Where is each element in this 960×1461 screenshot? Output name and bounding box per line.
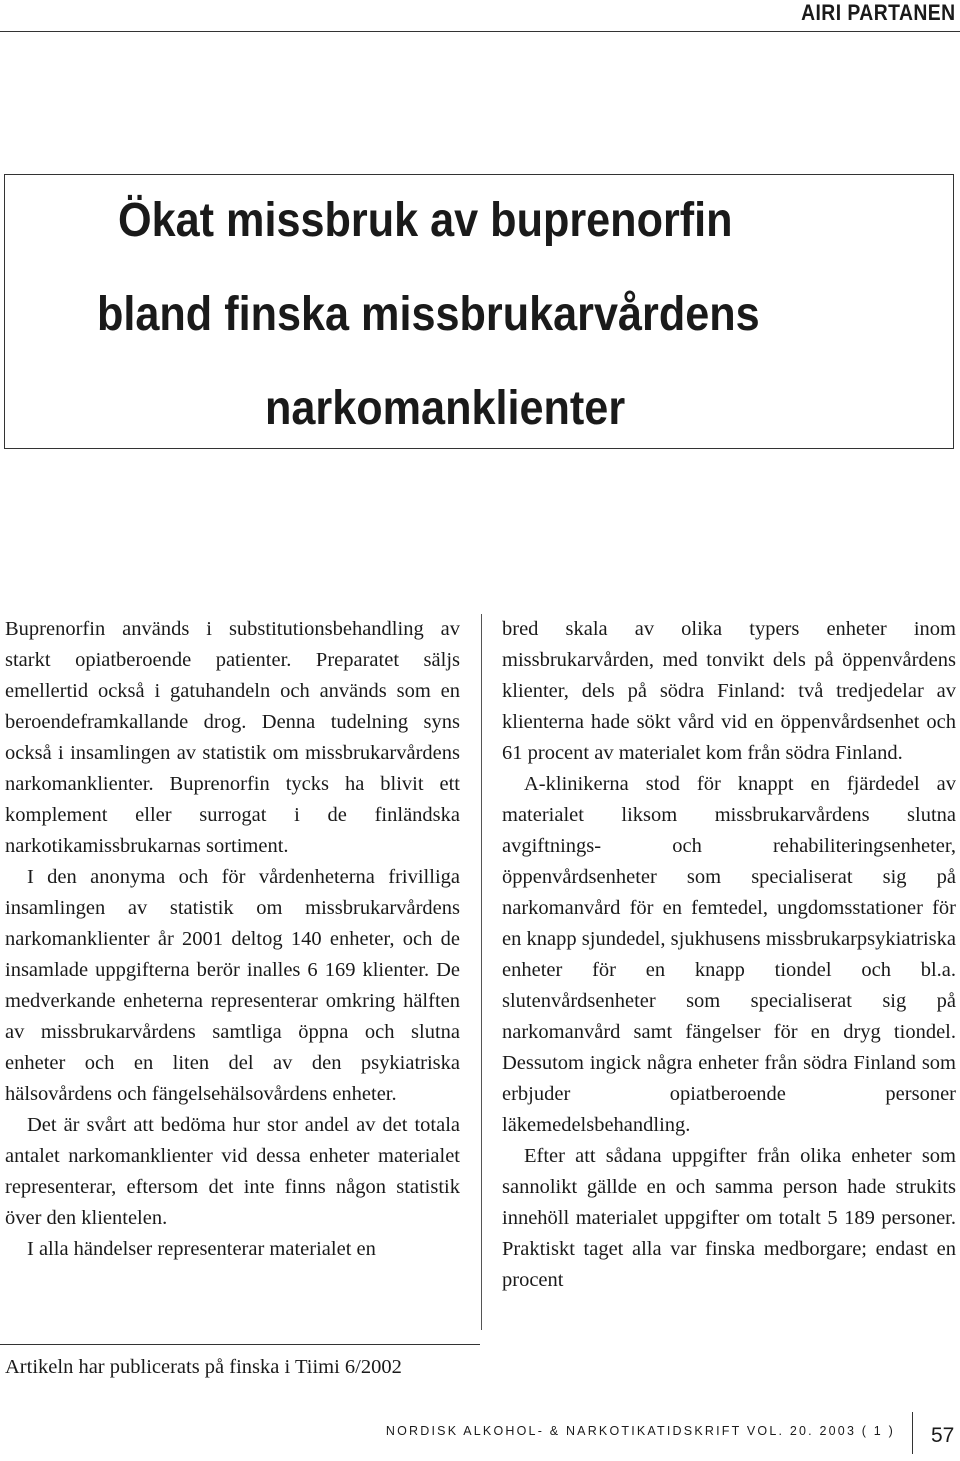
right-paragraph-2: A-klinikerna stod för knappt en fjärdedel av materialet liksom missbrukarvårdens slutna avgiftnings- och rehabiliteringsenheter, öppenvårdsenheter som specialiserat sig på narkomanvård för en femtedel, ungdomsstationer för en knapp sjundedel, sjukhusens missbrukarpsykiatriska enheter för en knapp tiondel och bl.a. slutenvårdsenheter som specialiserat sig på narkomanvård samt fängelser för en dryg tiondel. Dessutom ingick några enheter från södra Finland som erbjuder opiatberoende personer läkemedelsbehandling. [502,773,956,1136]
page-number: 57 [931,1424,955,1447]
article-title-line-2: bland finska missbrukarvårdens [97,288,760,341]
footnote-rule [0,1344,480,1345]
left-paragraph-4: I alla händelser representerar materialet en [27,1238,376,1260]
journal-footer: NORDISK ALKOHOL- & NARKOTIKATIDSKRIFT VOL. 20. 2003 ( 1 ) [385,1424,895,1438]
footer-divider [912,1412,913,1454]
right-paragraph-1: bred skala av olika typers enheter inom missbrukarvården, med tonvikt dels på öppenvårdens klienter, dels på södra Finland: två tredjedelar av klienterna hade sökt vård vid en öppenvårdsenhet och 61 procent av materialet kom från södra Finland. [502,618,956,764]
right-paragraph-3: Efter att sådana uppgifter från olika enheter som sannolikt gällde en och samma person hade strukits innehöll materialet uppgifter om totalt 5 189 personer. Praktiskt taget alla var finska medborgare; endast en procent [502,1145,956,1291]
article-title-line-3: narkomanklienter [265,382,626,435]
left-paragraph-1: Buprenorfin används i substitutionsbehandling av starkt opiatberoende patienter. Preparatet säljs emellertid också i gatuhandeln och används som en beroendeframkallande drog. Denna tudelning syns också i insamlingen av statistik om missbrukarvårdens narkomanklienter. Buprenorfin tycks ha blivit ett komplement eller surrogat i de finländska narkotikamissbrukarnas sortiment. [5,618,460,857]
left-column [5,614,460,1265]
article-title-line-1: Ökat missbruk av buprenorfin [118,194,733,247]
column-divider [481,614,482,1330]
right-column [502,614,956,1296]
header-rule [0,31,960,32]
author-name: AIRI PARTANEN [801,0,956,25]
footnote: Artikeln har publicerats på finska i Tiimi 6/2002 [5,1356,402,1378]
left-paragraph-3: Det är svårt att bedöma hur stor andel av det totala antalet narkomanklienter vid dessa enheter materialet representerar, eftersom det inte finns någon statistik över den klientelen. [5,1114,460,1229]
left-paragraph-2: I den anonyma och för vårdenheterna frivilliga insamlingen av statistik om missbrukarvårdens narkomanklienter år 2001 deltog 140 enheter, och de insamlade uppgifterna berör inalles 6 169 klienter. De medverkande enheterna representerar omkring hälften av missbrukarvårdens samtliga öppna och slutna enheter och en liten del av den psykiatriska hälsovårdens och fängelsehälsovårdens enheter. [5,866,460,1105]
